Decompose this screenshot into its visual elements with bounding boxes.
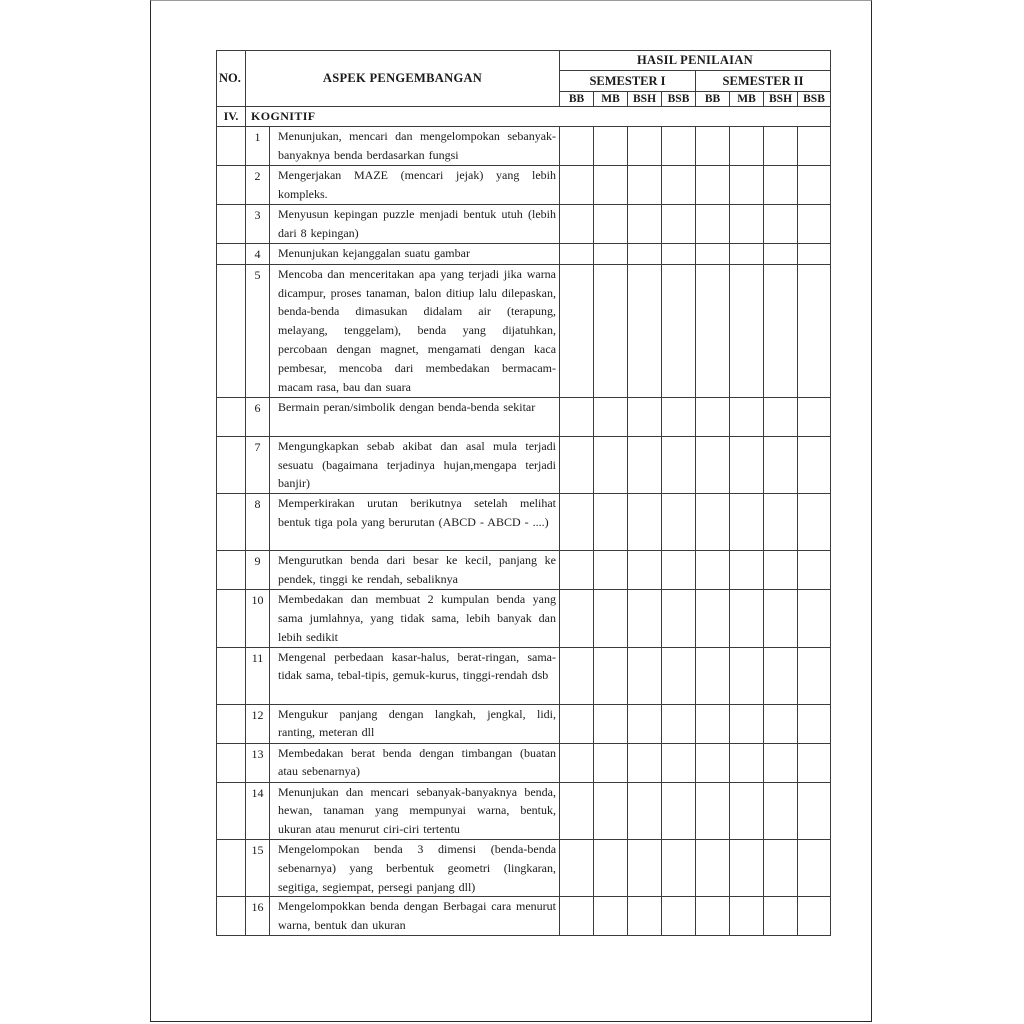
assessment-table: [216, 50, 831, 936]
score-cell-s1-bb[interactable]: [560, 704, 594, 743]
score-cell-s1-bsb[interactable]: [662, 590, 696, 647]
score-cell-s2-bsb[interactable]: [798, 244, 831, 265]
item-number: 13: [246, 743, 270, 782]
sub-header-bsb: BSB: [798, 92, 831, 107]
score-cell-s2-bsh[interactable]: [764, 839, 798, 896]
score-cell-s2-bsh[interactable]: [764, 244, 798, 265]
table-row: [217, 839, 831, 896]
score-cell-s2-bsb[interactable]: [798, 205, 831, 244]
score-cell-s1-bb[interactable]: [560, 839, 594, 896]
item-number: 4: [246, 244, 270, 265]
table-row: [217, 551, 831, 590]
score-cell-s1-bb[interactable]: [560, 494, 594, 551]
row-spacer-cell: [217, 704, 246, 743]
score-cell-s2-bb[interactable]: [696, 205, 730, 244]
table-row: [217, 397, 831, 436]
score-cell-s2-bsb[interactable]: [798, 166, 831, 205]
item-description: Mengerjakan MAZE (mencari jejak) yang lebih kompleks.: [270, 166, 560, 205]
score-cell-s1-bb[interactable]: [560, 166, 594, 205]
item-description: Bermain peran/simbolik dengan benda-benda sekitar: [270, 397, 560, 436]
item-number: 3: [246, 205, 270, 244]
row-spacer-cell: [217, 166, 246, 205]
score-cell-s1-bsh[interactable]: [628, 897, 662, 936]
item-number: 1: [246, 127, 270, 166]
score-cell-s2-mb[interactable]: [730, 897, 764, 936]
score-cell-s2-bb[interactable]: [696, 127, 730, 166]
score-cell-s1-bsh[interactable]: [628, 436, 662, 493]
score-cell-s2-bsb[interactable]: [798, 551, 831, 590]
column-header-aspek: ASPEK PENGEMBANGAN: [246, 51, 560, 107]
sub-header-mb: MB: [730, 92, 764, 107]
score-cell-s1-bsh[interactable]: [628, 782, 662, 839]
score-cell-s2-bsh[interactable]: [764, 704, 798, 743]
score-cell-s1-mb[interactable]: [594, 590, 628, 647]
score-cell-s1-bsh[interactable]: [628, 205, 662, 244]
score-cell-s2-mb[interactable]: [730, 647, 764, 704]
item-description: Menunjukan, mencari dan mengelompokan sebanyak-banyaknya benda berdasarkan fungsi: [270, 127, 560, 166]
score-cell-s2-bsb[interactable]: [798, 647, 831, 704]
item-number: 11: [246, 647, 270, 704]
item-description: Mengelompokan benda 3 dimensi (benda-benda sebenarnya) yang berbentuk geometri (lingkaran, segitiga, segiempat, persegi panjang dll): [270, 839, 560, 896]
item-description: Memperkirakan urutan berikutnya setelah melihat bentuk tiga pola yang berurutan (ABCD - ABCD - ....): [270, 494, 560, 551]
section-title: KOGNITIF: [246, 107, 831, 127]
table-row: [217, 590, 831, 647]
item-number: 10: [246, 590, 270, 647]
column-header-no: NO.: [217, 51, 246, 107]
row-spacer-cell: [217, 839, 246, 896]
score-cell-s2-bb[interactable]: [696, 397, 730, 436]
score-cell-s1-bsh[interactable]: [628, 166, 662, 205]
score-cell-s1-bsh[interactable]: [628, 704, 662, 743]
table-row: [217, 205, 831, 244]
score-cell-s1-bsh[interactable]: [628, 264, 662, 397]
item-number: 16: [246, 897, 270, 936]
item-number: 12: [246, 704, 270, 743]
score-cell-s1-bsb[interactable]: [662, 704, 696, 743]
score-cell-s2-bsh[interactable]: [764, 551, 798, 590]
item-description: Mencoba dan menceritakan apa yang terjadi jika warna dicampur, proses tanaman, balon ditiup lalu dilepaskan, benda-benda dimasukan didalam air (terapung, melayang, tenggelam), benda yang dijatuhkan, percobaan dengan magnet, mengamati dengan kaca pembesar, mencoba dari membedakan bermacam-macam rasa, bau dan suara: [270, 264, 560, 397]
score-cell-s2-bsb[interactable]: [798, 264, 831, 397]
row-spacer-cell: [217, 494, 246, 551]
item-description: Mengenal perbedaan kasar-halus, berat-ringan, sama-tidak sama, tebal-tipis, gemuk-kurus, tinggi-rendah dsb: [270, 647, 560, 704]
score-cell-s1-mb[interactable]: [594, 397, 628, 436]
score-cell-s1-bsb[interactable]: [662, 839, 696, 896]
score-cell-s2-bsh[interactable]: [764, 647, 798, 704]
score-cell-s1-bsb[interactable]: [662, 743, 696, 782]
score-cell-s1-mb[interactable]: [594, 166, 628, 205]
item-description: Menyusun kepingan puzzle menjadi bentuk utuh (lebih dari 8 kepingan): [270, 205, 560, 244]
table-row: [217, 166, 831, 205]
score-cell-s2-mb[interactable]: [730, 166, 764, 205]
score-cell-s1-bb[interactable]: [560, 743, 594, 782]
score-cell-s1-bsh[interactable]: [628, 743, 662, 782]
score-cell-s2-bb[interactable]: [696, 494, 730, 551]
table-row: [217, 127, 831, 166]
score-cell-s1-mb[interactable]: [594, 839, 628, 896]
table-row: [217, 647, 831, 704]
item-description: Mengurutkan benda dari besar ke kecil, panjang ke pendek, tinggi ke rendah, sebaliknya: [270, 551, 560, 590]
score-cell-s1-bsb[interactable]: [662, 127, 696, 166]
table-row: [217, 494, 831, 551]
score-cell-s1-bsh[interactable]: [628, 244, 662, 265]
score-cell-s2-bb[interactable]: [696, 244, 730, 265]
score-cell-s2-mb[interactable]: [730, 782, 764, 839]
score-cell-s1-mb[interactable]: [594, 897, 628, 936]
item-description: Membedakan berat benda dengan timbangan (buatan atau sebenarnya): [270, 743, 560, 782]
score-cell-s1-bb[interactable]: [560, 127, 594, 166]
table-row: [217, 782, 831, 839]
score-cell-s2-bsb[interactable]: [798, 704, 831, 743]
item-number: 14: [246, 782, 270, 839]
row-spacer-cell: [217, 264, 246, 397]
item-number: 7: [246, 436, 270, 493]
score-cell-s2-mb[interactable]: [730, 264, 764, 397]
score-cell-s2-mb[interactable]: [730, 704, 764, 743]
score-cell-s2-bsh[interactable]: [764, 494, 798, 551]
score-cell-s1-bsh[interactable]: [628, 647, 662, 704]
score-cell-s2-bsh[interactable]: [764, 590, 798, 647]
item-number: 15: [246, 839, 270, 896]
sub-header-bsb: BSB: [662, 92, 696, 107]
score-cell-s2-bsb[interactable]: [798, 494, 831, 551]
score-cell-s2-bb[interactable]: [696, 436, 730, 493]
score-cell-s1-mb[interactable]: [594, 264, 628, 397]
sub-header-bb: BB: [696, 92, 730, 107]
row-spacer-cell: [217, 436, 246, 493]
score-cell-s1-bsb[interactable]: [662, 264, 696, 397]
score-cell-s1-bsb[interactable]: [662, 494, 696, 551]
score-cell-s2-bsh[interactable]: [764, 264, 798, 397]
score-cell-s2-bb[interactable]: [696, 647, 730, 704]
score-cell-s1-mb[interactable]: [594, 782, 628, 839]
score-cell-s1-mb[interactable]: [594, 647, 628, 704]
score-cell-s1-bb[interactable]: [560, 397, 594, 436]
score-cell-s2-bb[interactable]: [696, 551, 730, 590]
row-spacer-cell: [217, 551, 246, 590]
item-number: 6: [246, 397, 270, 436]
score-cell-s1-bsb[interactable]: [662, 166, 696, 205]
score-cell-s1-mb[interactable]: [594, 704, 628, 743]
score-cell-s2-mb[interactable]: [730, 127, 764, 166]
score-cell-s2-bb[interactable]: [696, 897, 730, 936]
score-cell-s2-bsb[interactable]: [798, 897, 831, 936]
score-cell-s2-bsh[interactable]: [764, 166, 798, 205]
item-number: 8: [246, 494, 270, 551]
score-cell-s1-bsh[interactable]: [628, 590, 662, 647]
column-header-hasil: HASIL PENILAIAN: [560, 51, 831, 71]
score-cell-s2-mb[interactable]: [730, 436, 764, 493]
sub-header-mb: MB: [594, 92, 628, 107]
table-row: [217, 264, 831, 397]
row-spacer-cell: [217, 590, 246, 647]
score-cell-s1-bsb[interactable]: [662, 897, 696, 936]
score-cell-s1-bsb[interactable]: [662, 205, 696, 244]
score-cell-s1-bb[interactable]: [560, 551, 594, 590]
score-cell-s1-mb[interactable]: [594, 205, 628, 244]
table-body: [217, 107, 831, 936]
score-cell-s2-bb[interactable]: [696, 166, 730, 205]
item-description: Mengelompokkan benda dengan Berbagai cara menurut warna, bentuk dan ukuran: [270, 897, 560, 936]
item-description: Mengungkapkan sebab akibat dan asal mula terjadi sesuatu (bagaimana terjadinya hujan,mengapa terjadi banjir): [270, 436, 560, 493]
score-cell-s1-bb[interactable]: [560, 264, 594, 397]
score-cell-s2-mb[interactable]: [730, 743, 764, 782]
score-cell-s1-bsh[interactable]: [628, 397, 662, 436]
item-description: Menunjukan dan mencari sebanyak-banyaknya benda, hewan, tanaman yang mempunyai warna, bentuk, ukuran atau menurut ciri-ciri tertentu: [270, 782, 560, 839]
score-cell-s2-bsb[interactable]: [798, 436, 831, 493]
score-cell-s1-mb[interactable]: [594, 494, 628, 551]
semester-1-header: SEMESTER I: [560, 71, 696, 92]
item-description: Menunjukan kejanggalan suatu gambar: [270, 244, 560, 265]
score-cell-s2-bb[interactable]: [696, 704, 730, 743]
score-cell-s2-bsh[interactable]: [764, 127, 798, 166]
score-cell-s2-mb[interactable]: [730, 205, 764, 244]
item-description: Membedakan dan membuat 2 kumpulan benda yang sama jumlahnya, yang tidak sama, lebih banyak dan lebih sedikit: [270, 590, 560, 647]
table-row: [217, 244, 831, 265]
score-cell-s1-bsb[interactable]: [662, 551, 696, 590]
row-spacer-cell: [217, 397, 246, 436]
score-cell-s1-bsb[interactable]: [662, 436, 696, 493]
sub-header-bsh: BSH: [764, 92, 798, 107]
score-cell-s1-bb[interactable]: [560, 897, 594, 936]
score-cell-s2-mb[interactable]: [730, 839, 764, 896]
score-cell-s2-mb[interactable]: [730, 494, 764, 551]
row-spacer-cell: [217, 244, 246, 265]
section-row: [217, 107, 831, 127]
score-cell-s2-bb[interactable]: [696, 743, 730, 782]
score-cell-s1-bsb[interactable]: [662, 244, 696, 265]
score-cell-s2-bb[interactable]: [696, 590, 730, 647]
sub-header-bsh: BSH: [628, 92, 662, 107]
score-cell-s1-bsb[interactable]: [662, 647, 696, 704]
score-cell-s1-bsh[interactable]: [628, 551, 662, 590]
row-spacer-cell: [217, 205, 246, 244]
row-spacer-cell: [217, 743, 246, 782]
score-cell-s1-bsh[interactable]: [628, 127, 662, 166]
score-cell-s1-mb[interactable]: [594, 436, 628, 493]
score-cell-s2-mb[interactable]: [730, 551, 764, 590]
score-cell-s1-bb[interactable]: [560, 244, 594, 265]
score-cell-s2-bsh[interactable]: [764, 436, 798, 493]
score-cell-s2-bsh[interactable]: [764, 897, 798, 936]
score-cell-s2-bsb[interactable]: [798, 127, 831, 166]
score-cell-s2-bb[interactable]: [696, 839, 730, 896]
score-cell-s2-bsh[interactable]: [764, 205, 798, 244]
score-cell-s1-bsh[interactable]: [628, 839, 662, 896]
score-cell-s2-mb[interactable]: [730, 590, 764, 647]
score-cell-s1-bsb[interactable]: [662, 782, 696, 839]
score-cell-s2-bsb[interactable]: [798, 782, 831, 839]
score-cell-s2-bb[interactable]: [696, 264, 730, 397]
score-cell-s1-mb[interactable]: [594, 743, 628, 782]
score-cell-s2-bsh[interactable]: [764, 743, 798, 782]
score-cell-s1-bb[interactable]: [560, 590, 594, 647]
sub-header-bb: BB: [560, 92, 594, 107]
section-number: IV.: [217, 107, 246, 127]
row-spacer-cell: [217, 782, 246, 839]
score-cell-s2-bsb[interactable]: [798, 743, 831, 782]
score-cell-s1-bb[interactable]: [560, 782, 594, 839]
score-cell-s2-bsb[interactable]: [798, 397, 831, 436]
score-cell-s2-bsb[interactable]: [798, 590, 831, 647]
score-cell-s1-bb[interactable]: [560, 205, 594, 244]
item-number: 2: [246, 166, 270, 205]
table-row: [217, 704, 831, 743]
score-cell-s2-mb[interactable]: [730, 244, 764, 265]
item-number: 9: [246, 551, 270, 590]
score-cell-s2-bsh[interactable]: [764, 397, 798, 436]
score-cell-s1-mb[interactable]: [594, 551, 628, 590]
row-spacer-cell: [217, 127, 246, 166]
score-cell-s1-mb[interactable]: [594, 127, 628, 166]
score-cell-s2-bsb[interactable]: [798, 839, 831, 896]
table-row: [217, 897, 831, 936]
item-number: 5: [246, 264, 270, 397]
score-cell-s1-bsb[interactable]: [662, 397, 696, 436]
table-row: [217, 743, 831, 782]
score-cell-s1-bsh[interactable]: [628, 494, 662, 551]
score-cell-s1-bb[interactable]: [560, 647, 594, 704]
score-cell-s2-bsh[interactable]: [764, 782, 798, 839]
score-cell-s1-bb[interactable]: [560, 436, 594, 493]
score-cell-s2-mb[interactable]: [730, 397, 764, 436]
score-cell-s1-mb[interactable]: [594, 244, 628, 265]
table-row: [217, 436, 831, 493]
row-spacer-cell: [217, 647, 246, 704]
score-cell-s2-bb[interactable]: [696, 782, 730, 839]
semester-2-header: SEMESTER II: [696, 71, 831, 92]
row-spacer-cell: [217, 897, 246, 936]
item-description: Mengukur panjang dengan langkah, jengkal, lidi, ranting, meteran dll: [270, 704, 560, 743]
